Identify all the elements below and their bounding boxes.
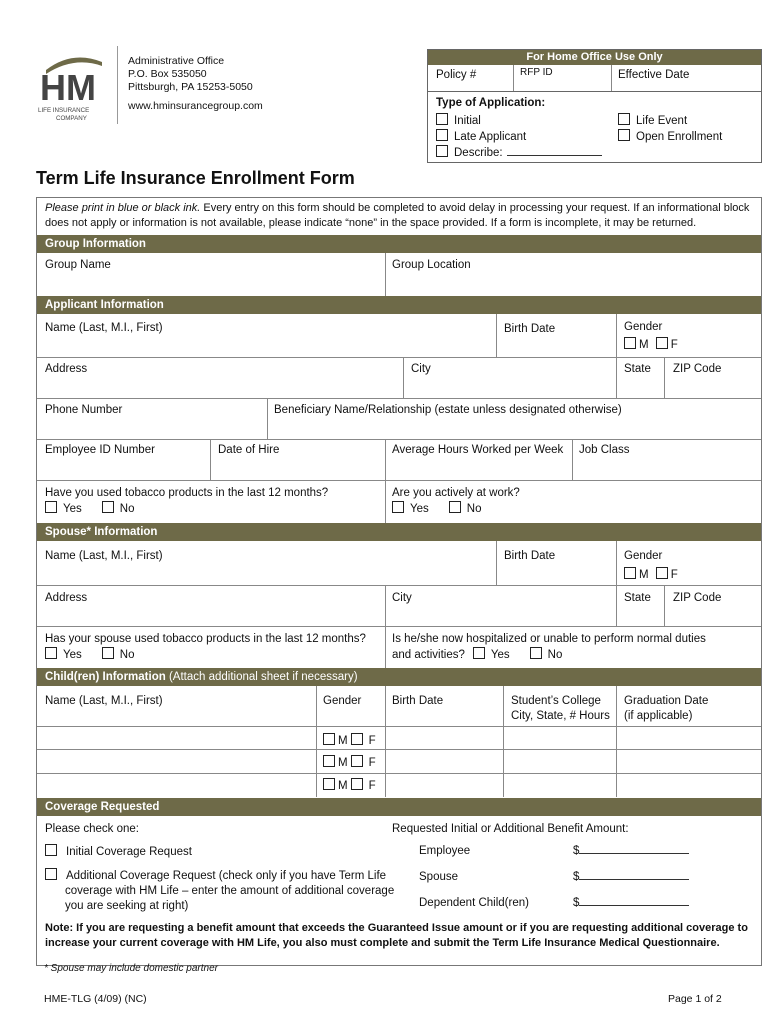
effective-date-label: Effective Date <box>618 69 690 81</box>
spouse-city-field[interactable]: City <box>392 592 412 604</box>
applicant-address-field[interactable]: Address <box>45 363 88 375</box>
checkbox[interactable] <box>436 129 448 141</box>
addr-line-1: Administrative Office <box>128 55 225 67</box>
additional-coverage-option[interactable]: Additional Coverage Request (check only if you have Term Life coverage with HM Life – enter the amount of additional coverage you are seeking at right) <box>45 868 394 914</box>
spouse-birth-field[interactable]: Birth Date <box>504 550 556 562</box>
at-work-question: Are you actively at work? <box>392 487 520 499</box>
checkbox[interactable] <box>323 733 335 745</box>
checkbox[interactable] <box>436 145 448 157</box>
hospitalized-options[interactable]: and activities? Yes No <box>392 649 563 661</box>
form-code: HME-TLG (4/09) (NC) <box>44 993 147 1005</box>
applicant-band: Applicant Information <box>37 296 761 314</box>
dependent-amount-label: Dependent Child(ren) <box>419 897 529 909</box>
group-location-field[interactable]: Group Location <box>392 259 471 271</box>
spouse-tobacco-options[interactable]: Yes No <box>45 647 134 663</box>
beneficiary-field[interactable]: Beneficiary Name/Relationship (estate unless designated otherwise) <box>274 404 622 416</box>
spouse-state-field[interactable]: State <box>624 592 651 604</box>
child-birth-header: Birth Date <box>392 695 444 707</box>
addr-line-2: P.O. Box 535050 <box>128 68 207 80</box>
checkbox[interactable] <box>351 755 363 767</box>
checkbox[interactable] <box>45 868 57 880</box>
checkbox[interactable] <box>656 567 668 579</box>
applicant-state-field[interactable]: State <box>624 363 651 375</box>
applicant-tobacco-options[interactable]: Yes No <box>45 501 134 517</box>
spouse-name-field[interactable]: Name (Last, M.I., First) <box>45 550 163 562</box>
employee-amount-label: Employee <box>419 845 471 857</box>
checkbox[interactable] <box>392 501 404 513</box>
rfp-label: RFP ID <box>520 67 553 78</box>
group-name-field[interactable]: Group Name <box>45 259 111 271</box>
hire-date-field[interactable]: Date of Hire <box>218 444 280 456</box>
logo-text-1: LIFE INSURANCE <box>38 107 90 114</box>
checkbox[interactable] <box>323 778 335 790</box>
logo-text-2: COMPANY <box>56 115 87 122</box>
applicant-zip-field[interactable]: ZIP Code <box>673 363 722 375</box>
applicant-city-field[interactable]: City <box>411 363 431 375</box>
hospitalized-question: Is he/she now hospitalized or unable to perform normal duties <box>392 633 706 645</box>
checkbox[interactable] <box>323 755 335 767</box>
spouse-band: Spouse* Information <box>37 523 761 541</box>
addr-line-3: Pittsburgh, PA 15253-5050 <box>128 81 253 93</box>
child-grad-header: Graduation Date (if applicable) <box>624 695 709 722</box>
amount-label: Requested Initial or Additional Benefit Amount: <box>392 823 629 835</box>
spouse-address-field[interactable]: Address <box>45 592 88 604</box>
at-work-options[interactable]: Yes No <box>392 501 481 517</box>
checkbox[interactable] <box>102 647 114 659</box>
child-1-gender[interactable]: M F <box>323 733 376 749</box>
child-gender-header: Gender <box>323 695 362 707</box>
employee-amount-field[interactable]: $ <box>573 844 689 859</box>
home-office-row <box>428 65 761 92</box>
policy-label: Policy # <box>436 69 477 81</box>
checkbox[interactable] <box>45 844 57 856</box>
child-name-header: Name (Last, M.I., First) <box>45 695 163 707</box>
spouse-amount-label: Spouse <box>419 871 459 883</box>
home-office-box <box>427 49 762 163</box>
checkbox[interactable] <box>618 113 630 125</box>
applicant-phone-field[interactable]: Phone Number <box>45 404 123 416</box>
enrollment-form <box>36 197 762 966</box>
home-office-title: For Home Office Use Only <box>428 50 761 65</box>
checkbox[interactable] <box>624 337 636 349</box>
type-label: Type of Application: <box>436 97 546 109</box>
dependent-amount-field[interactable]: $ <box>573 896 689 911</box>
page-number: Page 1 of 2 <box>668 993 722 1005</box>
open-enrollment-option[interactable]: Open Enrollment <box>618 129 722 143</box>
describe-option[interactable]: Describe: <box>436 145 602 159</box>
spouse-gender-label: Gender <box>624 550 663 562</box>
footnote: * Spouse may include domestic partner <box>44 963 218 974</box>
checkbox[interactable] <box>436 113 448 125</box>
checkbox[interactable] <box>45 647 57 659</box>
spouse-tobacco-question: Has your spouse used tobacco products in the last 12 months? <box>45 633 366 645</box>
initial-coverage-option[interactable]: Initial Coverage Request <box>45 844 192 860</box>
website-link[interactable]: www.hminsurancegroup.com <box>128 100 263 112</box>
address-block <box>128 55 263 113</box>
checkbox[interactable] <box>618 129 630 141</box>
applicant-gender-label: Gender <box>624 321 663 333</box>
page-title: Term Life Insurance Enrollment Form <box>36 168 355 188</box>
hm-logo <box>36 52 108 124</box>
instructions: Please print in blue or black ink. Every entry on this form should be completed to avoid delay in processing your request. If an informational block does not apply or information is not available, please indicate “none” in the space provided. If a form is incomplete, it may be returned. <box>45 202 750 229</box>
spouse-amount-field[interactable]: $ <box>573 870 689 885</box>
life-event-option[interactable]: Life Event <box>618 113 687 127</box>
initial-option[interactable]: Initial <box>436 113 481 127</box>
employee-id-field[interactable]: Employee ID Number <box>45 444 155 456</box>
child-3-gender[interactable]: M F <box>323 778 376 794</box>
coverage-note: Note: If you are requesting a benefit amount that exceeds the Guaranteed Issue amount or if you are requesting additional coverage to increase your current coverage with HM Life, you also must complete and submit the Term Life Insurance Medical Questionnaire. <box>45 922 748 949</box>
checkbox[interactable] <box>45 501 57 513</box>
check-one-label: Please check one: <box>45 823 139 835</box>
spouse-gender-options[interactable]: M F <box>624 567 678 583</box>
spouse-zip-field[interactable]: ZIP Code <box>673 592 722 604</box>
checkbox[interactable] <box>656 337 668 349</box>
applicant-gender-options[interactable]: M F <box>624 337 678 353</box>
checkbox[interactable] <box>351 733 363 745</box>
coverage-band: Coverage Requested <box>37 798 761 816</box>
job-class-field[interactable]: Job Class <box>579 444 630 456</box>
applicant-name-field[interactable]: Name (Last, M.I., First) <box>45 322 163 334</box>
checkbox[interactable] <box>624 567 636 579</box>
checkbox[interactable] <box>102 501 114 513</box>
checkbox[interactable] <box>449 501 461 513</box>
group-band: Group Information <box>37 235 761 253</box>
logo-letters: HM <box>40 67 96 108</box>
hours-field[interactable]: Average Hours Worked per Week <box>392 444 564 456</box>
checkbox[interactable] <box>530 647 542 659</box>
late-applicant-option[interactable]: Late Applicant <box>436 129 526 143</box>
header-divider <box>117 46 118 124</box>
child-2-gender[interactable]: M F <box>323 755 376 771</box>
checkbox[interactable] <box>351 778 363 790</box>
applicant-birth-field[interactable]: Birth Date <box>504 323 556 335</box>
children-band: Child(ren) Information (Attach additional sheet if necessary) <box>37 668 761 686</box>
applicant-tobacco-question: Have you used tobacco products in the last 12 months? <box>45 487 329 499</box>
child-college-header: Student’s College City, State, # Hours <box>511 695 610 722</box>
checkbox[interactable] <box>473 647 485 659</box>
